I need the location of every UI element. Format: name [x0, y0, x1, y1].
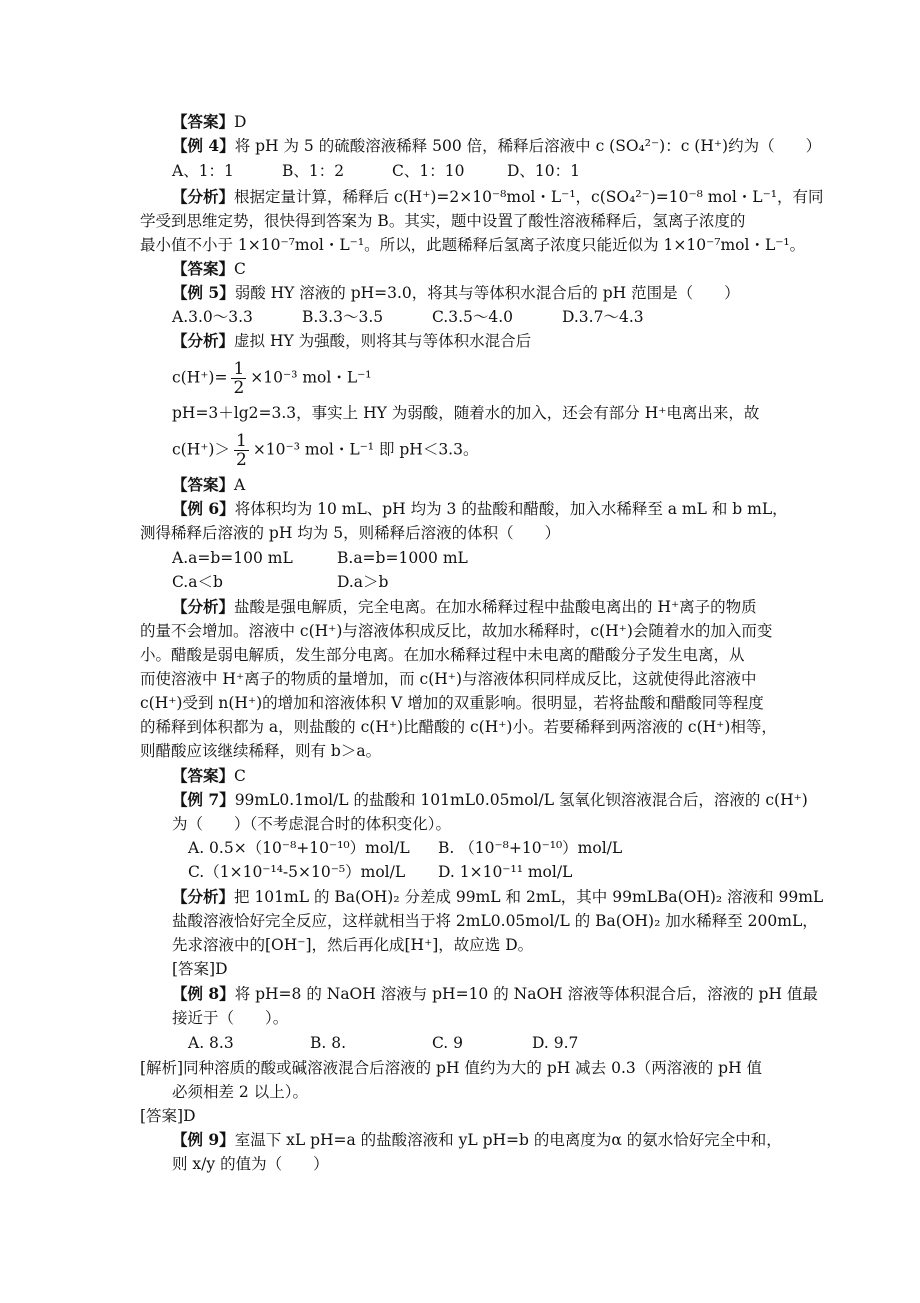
answer-line: 【答案】A: [172, 475, 246, 494]
option-a: A. 8.3: [188, 1034, 234, 1052]
option-b: B.a=b=1000 mL: [337, 549, 468, 567]
answer-line: [答案]D: [172, 960, 228, 978]
analysis-line: 【分析】根据定量计算，稀释后 c(H⁺)=2×10⁻⁸mol・L⁻¹，c(SO₄²⁻)=10⁻⁸ mol・L⁻¹，有同: [172, 187, 824, 206]
example-6-question: 测得稀释后溶液的 pH 均为 5，则稀释后溶液的体积（ ）: [140, 524, 561, 542]
formula-lhs: c(H⁺)＞: [172, 440, 230, 459]
section-label: 【分析】: [172, 331, 235, 350]
section-label: 【分析】: [172, 887, 235, 906]
analysis-line: 【分析】虚拟 HY 为强酸，则将其与等体积水混合后: [172, 331, 532, 350]
fraction-denominator: 2: [235, 450, 247, 470]
option-d: D. 1×10⁻¹¹ mol/L: [438, 863, 573, 881]
example-7-question: 【例 7】99mL0.1mol/L 的盐酸和 101mL0.05mol/L 氢氧化钡溶液混合后，溶液的 c(H⁺): [172, 790, 808, 809]
analysis-line: 小。醋酸是弱电解质，发生部分电离。在加水稀释过程中未电离的醋酸分子发生电离，从: [140, 646, 745, 664]
option-d: D.a＞b: [337, 573, 389, 591]
answer-line: 【答案】D: [172, 112, 247, 131]
fraction: [231, 360, 246, 397]
option-c: C、1：10: [392, 162, 465, 180]
option-d: D. 9.7: [532, 1034, 579, 1052]
section-label: 【例 5】: [172, 283, 235, 302]
example-6-options: [172, 571, 388, 593]
analysis-line: 而使溶液中 H⁺离子的物质的量增加，而 c(H⁺)与溶液体积同样成反比，这就使得此溶液中: [140, 670, 757, 688]
example-8-question: 【例 8】将 pH=8 的 NaOH 溶液与 pH=10 的 NaOH 溶液等体积混合后，溶液的 pH 值最: [172, 984, 818, 1003]
section-label: 【分析】: [172, 597, 235, 616]
option-b: B、1：2: [282, 162, 345, 180]
example-7-question: 为（ ）（不考虑混合时的体积变化）。: [172, 815, 452, 833]
option-c: C.a＜b: [172, 573, 223, 591]
option-a: A.3.0～3.3: [172, 308, 253, 326]
section-label: 【答案】: [172, 475, 235, 494]
example-5-options: [172, 306, 644, 328]
example-7-options: [188, 837, 622, 859]
fraction-numerator: 1: [233, 359, 245, 379]
analysis-line: 则醋酸应该继续稀释，则有 b＞a。: [140, 742, 382, 760]
section-label: 【例 6】: [172, 499, 235, 518]
section-label: 【答案】: [172, 112, 235, 131]
option-c: C. 9: [432, 1034, 464, 1052]
analysis-line: 的稀释到体积都为 a，则盐酸的 c(H⁺)比醋酸的 c(H⁺)小。若要稀释到两溶液的 c(H⁺)相等，: [140, 718, 777, 736]
section-label: 【例 7】: [172, 790, 235, 809]
option-a: A.a=b=100 mL: [172, 549, 293, 567]
analysis-line: pH=3＋lg2=3.3，事实上 HY 为弱酸，随着水的加入，还会有部分 H⁺电离出来，故: [172, 404, 760, 422]
formula-line: [172, 432, 478, 469]
answer-line: [答案]D: [140, 1107, 196, 1125]
example-8-options: [188, 1032, 578, 1054]
example-5-question: 【例 5】弱酸 HY 溶液的 pH=3.0，将其与等体积水混合后的 pH 范围是（ ）: [172, 283, 740, 302]
explanation-line: [解析]同种溶质的酸或碱溶液混合后溶液的 pH 值约为大的 pH 减去 0.3（两溶液的 pH 值: [140, 1059, 763, 1077]
section-label: 【例 4】: [172, 136, 235, 155]
analysis-line: c(H⁺)受到 n(H⁺)的增加和溶液体积 V 增加的双重影响。很明显，若将盐酸和醋酸同等程度: [140, 694, 764, 712]
option-a: A. 0.5×（10⁻⁸+10⁻¹⁰）mol/L: [188, 839, 410, 857]
formula-line: [172, 360, 372, 397]
fraction-numerator: 1: [235, 431, 247, 451]
analysis-line: 【分析】盐酸是强电解质，完全电离。在加水稀释过程中盐酸电离出的 H⁺离子的物质: [172, 597, 757, 616]
option-c: C.3.5～4.0: [432, 308, 514, 326]
answer-line: 【答案】C: [172, 259, 246, 278]
section-label: 【分析】: [172, 187, 235, 206]
fraction: [234, 432, 249, 469]
analysis-line: 最小值不小于 1×10⁻⁷mol・L⁻¹。所以，此题稀释后氢离子浓度只能近似为 1×10⁻⁷mol・L⁻¹。: [140, 236, 806, 254]
section-label: 【答案】: [172, 259, 235, 278]
option-d: D、10：1: [507, 162, 581, 180]
answer-line: 【答案】C: [172, 766, 246, 785]
option-d: D.3.7～4.3: [562, 308, 644, 326]
example-9-question: 【例 9】室温下 xL pH=a 的盐酸溶液和 yL pH=b 的电离度为α 的氨水恰好完全中和，: [172, 1130, 782, 1149]
option-c: C.（1×10⁻¹⁴-5×10⁻⁵）mol/L: [188, 863, 406, 881]
analysis-line: 的量不会增加。溶液中 c(H⁺)与溶液体积成反比，故加水稀释时，c(H⁺)会随着水的加入而变: [140, 622, 773, 640]
analysis-line: 盐酸溶液恰好完全反应，这样就相当于将 2mL0.05mol/L 的 Ba(OH)₂ 加水稀释至 200mL，: [172, 912, 818, 930]
section-label: 【例 8】: [172, 984, 235, 1003]
explanation-line: 必须相差 2 以上）。: [172, 1083, 308, 1101]
formula-lhs: c(H⁺)=: [172, 368, 228, 387]
section-label: 【答案】: [172, 766, 235, 785]
example-9-question: 则 x/y 的值为（ ）: [172, 1155, 329, 1173]
fraction-denominator: 2: [233, 378, 245, 398]
example-4-options: [172, 160, 580, 182]
example-8-question: 接近于（ ）。: [172, 1009, 289, 1027]
option-a: A、1：1: [172, 162, 234, 180]
formula-rhs: ×10⁻³ mol・L⁻¹: [250, 368, 372, 387]
option-b: B. （10⁻⁸+10⁻¹⁰）mol/L: [438, 839, 623, 857]
analysis-line: 学受到思维定势，很快得到答案为 B。其实，题中设置了酸性溶液稀释后，氢离子浓度的: [140, 212, 746, 230]
option-b: B. 8.: [310, 1034, 347, 1052]
analysis-line: 【分析】把 101mL 的 Ba(OH)₂ 分差成 99mL 和 2mL，其中 99mLBa(OH)₂ 溶液和 99mL: [172, 887, 824, 906]
section-label: 【例 9】: [172, 1130, 235, 1149]
example-6-question: 【例 6】将体积均为 10 mL、pH 均为 3 的盐酸和醋酸，加入水稀释至 a mL 和 b mL，: [172, 499, 788, 518]
example-6-options: [172, 547, 468, 569]
formula-rhs: ×10⁻³ mol・L⁻¹ 即 pH＜3.3。: [252, 440, 479, 459]
example-4-question: 【例 4】将 pH 为 5 的硫酸溶液稀释 500 倍，稀释后溶液中 c (SO₄²⁻)：c (H⁺)约为（ ）: [172, 136, 822, 155]
option-b: B.3.3～3.5: [302, 308, 384, 326]
example-7-options: [188, 861, 572, 883]
analysis-line: 先求溶液中的[OH⁻]，然后再化成[H⁺]，故应选 D。: [172, 936, 534, 954]
